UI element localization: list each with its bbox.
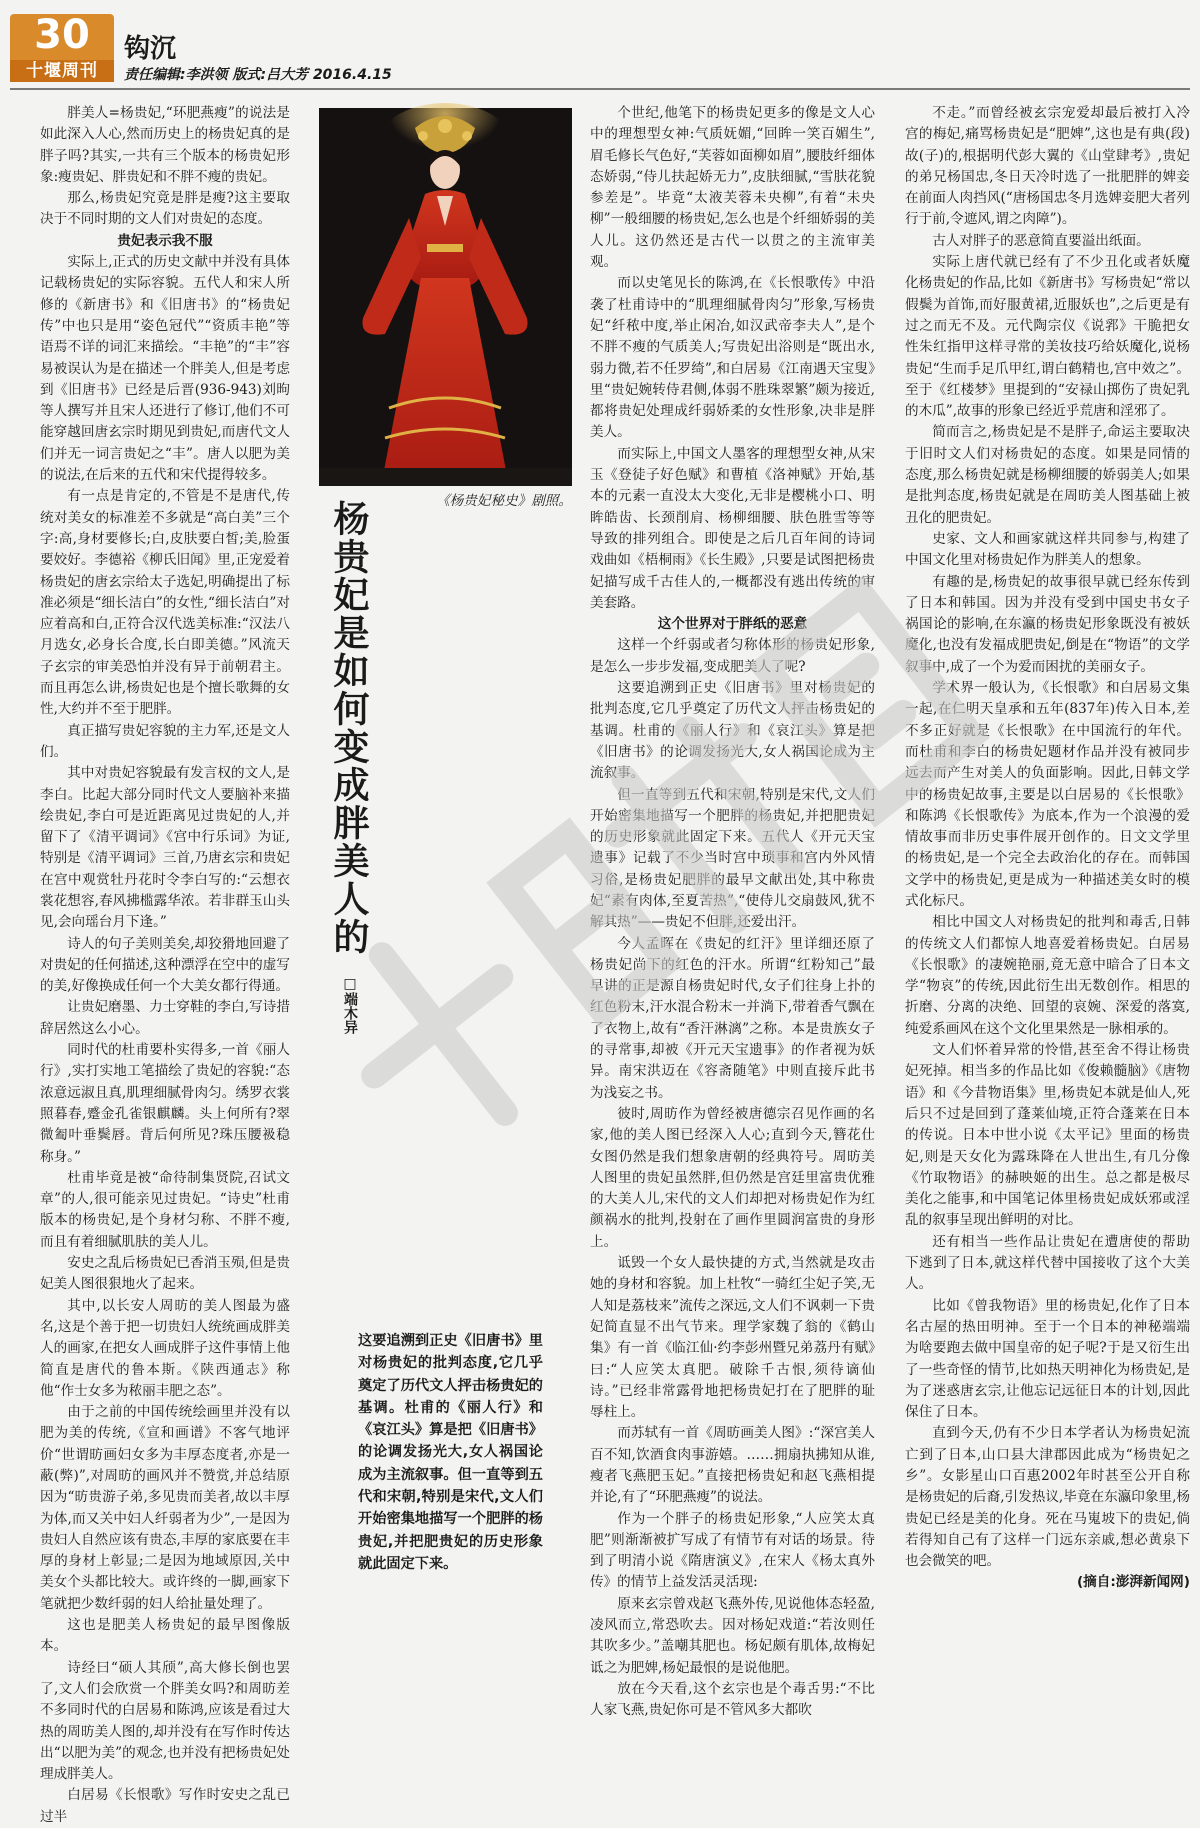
paragraph: 其中,以长安人周昉的美人图最为盛名,这是个善于把一切贵妇人统统画成胖美人的画家,在把女人画成胖子这件事情上他简直是唐代的鲁本斯。《陕西通志》称他“作士女多为秾丽丰肥之态”。 <box>40 1297 290 1399</box>
source-credit: (摘自:澎湃新闻网) <box>1076 1574 1190 1591</box>
paragraph: 让贵妃磨墨、力士穿鞋的李白,写诗措辞居然这么小心。 <box>40 999 290 1037</box>
editor-line: 责任编辑:李洪领 版式:吕大芳 2016.4.15 <box>124 67 392 83</box>
paragraph: 诗经曰“硕人其颀”,高大修长倒也罢了,文人们会欣赏一个胖美女吗?和周昉差不多同时代的白居易和陈鸿,应该是看过大热的周昉美人图的,却并没有在写作时传达出“以肥为美”的观念,也并没有把杨贵妃处理成胖美人。 <box>40 1659 290 1783</box>
paragraph: 这也是肥美人杨贵妃的最早图像版本。 <box>40 1617 290 1655</box>
paragraph: 古人对胖子的恶意简直要溢出纸面。 <box>932 232 1150 249</box>
paragraph: 史家、文人和画家就这样共同参与,构建了中国文化里对杨贵妃作为胖美人的想象。 <box>905 530 1190 569</box>
paragraph: 而实际上,中国文人墨客的理想型女神,从宋玉《登徒子好色赋》和曹植《洛神赋》开始,基本的元素一直没太大变化,无非是樱桃小口、明眸皓齿、长颈削肩、杨柳细腰、肤色胜雪等等导致的排列组合。即使是之后几百年间的诗词戏曲如《梧桐雨》《长生殿》,只要是试图把杨贵妃描写成千古佳人的,一概都没有逃出传统的审美套路。 <box>590 445 875 611</box>
paragraph: 有一点是肯定的,不管是不是唐代,传统对美女的标准差不多就是“高白美”三个字:高,身材要修长;白,皮肤要白皙;美,脸蛋要姣好。李德裕《柳氏旧闻》里,正宠爱着杨贵妃的唐玄宗给太子选妃,明确提出了标准必须是“细长洁白”的女性,“细长洁白”对应着高和白,正符合汉代选美标准:“汉法八月选女,必身长合度,长白即美德。”风流天子玄宗的审美恐怕并没有异于前朝君主。而且再怎么讲,杨贵妃也是个擅长歌舞的女性,大约并不至于肥胖。 <box>40 488 290 718</box>
paragraph: 比如《曾我物语》里的杨贵妃,化作了日本名古屋的热田明神。至于一个日本的神秘端端为啥要跑去做中国皇帝的妃子呢?于是又衍生出了一些奇怪的情节,比如热天明神化为杨贵妃,是为了迷惑唐玄宗,让他忘记远征日本的计划,因此保住了日本。 <box>905 1297 1190 1421</box>
paragraph: 简而言之,杨贵妃是不是胖子,命运主要取决于旧时文人们对杨贵妃的态度。如果是同情的态度,那么杨贵妃就是杨柳细腰的娇弱美人;如果是批判态度,杨贵妃就是在周昉美人图基础上被丑化的肥贵妃。 <box>905 424 1190 526</box>
paragraph: 其中对贵妃容貌最有发言权的文人,是李白。比起大部分同时代文人要脑补来描绘贵妃,李白可是近距离见过贵妃的人,并留下了《清平调词》《宫中行乐词》为证,特别是《清平调词》三首,乃唐玄宗和贵妃在宫中观赏牡丹花时令李白写的:“云想衣裳花想容,春风拂槛露华浓。若非群玉山头见,会向瑶台月下逢。” <box>40 765 290 931</box>
column-2 <box>590 103 875 1738</box>
column-3 <box>905 103 1190 1738</box>
article-headline: 杨贵妃是如何变成胖美人的 <box>328 500 370 956</box>
paragraph: 诗人的句子美则美矣,却狡猾地回避了对贵妃的任何描述,这种漂浮在空中的虚写的美,好像换成任何一个大美女都行得通。 <box>40 935 290 995</box>
page-header <box>0 0 1200 88</box>
paragraph: 由于之前的中国传统绘画里并没有以肥为美的传统,《宣和画谱》不客气地评价“世谓昉画妇女多为丰厚态度者,亦是一蔽(弊)”,对周昉的画风并不赞赏,并总结原因为“昉贵游子弟,多见贵而美者,故以丰厚为体,而又关中妇人纤弱者为少”,一是因为贵妇人自然应该有贵态,丰厚的家底要在丰厚的身材上彰显;二是因为地域原因,关中美女个头都比较大。或许终的一脚,画家下笔就把少数纤弱的妇人给扯量处理了。 <box>40 1404 290 1612</box>
paragraph: 彼时,周昉作为曾经被唐德宗召见作画的名家,他的美人图已经深入人心;直到今天,簪花仕女图仍然是我们想象唐朝的经典符号。周昉美人图里的贵妃虽然胖,但仍然是宫廷里富贵优雅的大美人儿,宋代的文人们却把对杨贵妃作为红颜祸水的批判,投射在了画作里圆润富贵的身形上。 <box>590 1105 875 1250</box>
paragraph: 胖美人=杨贵妃,“环肥燕瘦”的说法是如此深入人心,然而历史上的杨贵妃真的是胖子吗?其实,一共有三个版本的杨贵妃形象:瘦贵妃、胖贵妃和不胖不瘦的贵妃。 <box>40 105 290 185</box>
paragraph: 有趣的是,杨贵妃的故事很早就已经东传到了日本和韩国。因为并没有受到中国史书女子祸国论的影响,在东瀛的杨贵妃形象既没有被妖魔化,也没有发福成肥贵妃,倒是在“物语”的文学叙事中,成了一个为爱而困扰的美丽女子。 <box>905 573 1190 675</box>
woman-in-red-robe-image <box>319 108 572 486</box>
article-byline: □端木异 <box>342 976 358 1034</box>
paragraph: 安史之乱后杨贵妃已香消玉殒,但是贵妃美人图很狠地火了起来。 <box>40 1255 290 1293</box>
paragraph: 实际上唐代就已经有了不少丑化或者妖魔化杨贵妃的作品,比如《新唐书》写杨贵妃“常以假鬓为首饰,而好服黄裙,近服妖也”,之后更是有过之而无不及。元代陶宗仪《说郛》干脆把女性朱红指甲这样寻常的美妆技巧给妖魔化,说杨贵妃“生而手足爪甲红,谓白鹤精也,宫中效之”。至于《红楼梦》里提到的“安禄山掷伤了贵妃乳的木瓜”,故事的形象已经近乎荒唐和淫邪了。 <box>905 254 1190 420</box>
paragraph: 白居易《长恨歌》写作时安史之乱已过半 <box>40 1787 290 1825</box>
paragraph: 这样一个纤弱或者匀称体形的杨贵妃形象,是怎么一步步发福,变成肥美人了呢? <box>590 637 875 675</box>
paragraph: 真正描写贵妃容貌的主力军,还是文人们。 <box>40 722 290 760</box>
section-title: 钩沉 <box>124 34 177 64</box>
article-photo <box>319 108 572 486</box>
paragraph: 同时代的杜甫要朴实得多,一首《丽人行》,实打实地工笔描绘了贵妃的容貌:“态浓意远淑且真,肌理细腻骨肉匀。绣罗衣裳照暮春,蹙金孔雀银麒麟。头上何所有?翠微㔩叶垂鬓唇。背后何所见?珠压腰衱稳称身。” <box>40 1042 290 1165</box>
photo-caption: 《杨贵妃秘史》剧照。 <box>436 493 572 509</box>
column-1 <box>40 103 290 1825</box>
paragraph: 还有相当一些作品让贵妃在遭唐使的帮助下逃到了日本,就这样代替中国接收了这个大美人。 <box>905 1233 1190 1293</box>
paragraph: 个世纪,他笔下的杨贵妃更多的像是文人心中的理想型女神:气质妩媚,“回眸一笑百媚生”,眉毛修长气色好,“芙蓉如面柳如眉”,腰肢纤细体态娇弱,“侍儿扶起娇无力”,皮肤细腻,“雪肤花貌参差是”。毕竟“太液芙蓉未央柳”,有着“未央柳”一般细腰的杨贵妃,怎么也是个纤细娇弱的美人儿。这仍然还是古代一以贯之的主流审美观。 <box>590 105 875 271</box>
paragraph: 放在今天看,这个玄宗也是个毒舌男:“不比人家飞燕,贵妃你可是不管风多大都吹 <box>590 1680 875 1719</box>
paragraph: 相比中国文人对杨贵妃的批判和毒舌,日韩的传统文人们都惊人地喜爱着杨贵妃。白居易《长恨歌》的凄婉艳丽,竟无意中暗合了日本文学“物哀”的传统,因此衍生出无数创作。相思的折磨、分离的决绝、回望的哀婉、深爱的落寞,纯爱系画风在这个文化里果然是一脉相承的。 <box>905 914 1190 1037</box>
paragraph: 但一直等到五代和宋朝,特别是宋代,文人们开始密集地描写一个肥胖的杨贵妃,并把肥贵妃的历史形象就此固定下来。五代人《开元天宝遗事》记载了不少当时宫中琐事和宫内外风情习俗,是杨贵妃肥胖的最早文献出处,其中称贵妃“素有肉体,至夏苦热”,“使侍儿交扇鼓风,犹不解其热”——贵妃不但胖,还爱出汗。 <box>590 786 875 931</box>
paragraph: 不走。”而曾经被玄宗宠爱却最后被打入冷宫的梅妃,痛骂杨贵妃是“肥婢”,这也是有典(段)故(子)的,根据明代彭大翼的《山堂肆考》,贵妃的弟兄杨国忠,冬日天冷时选了一批肥胖的婢妾在前面人肉挡风(“唐杨国忠冬月选婢妾肥大者列行于前,令遮风,谓之肉障”)。 <box>905 105 1190 228</box>
paragraph: 学术界一般认为,《长恨歌》和白居易文集一起,在仁明天皇承和五年(837年)传入日本,差不多正好就是《长恨歌》在中国流行的年代。而杜甫和李白的杨贵妃题材作品并没有被同步远去而产生对美人的负面影响。因此,日韩文学中的杨贵妃故事,主要是以白居易的《长恨歌》和陈鸿《长恨歌传》为底本,作为一个浪漫的爱情故事而非历史事件展开创作的。日文文学里的杨贵妃,是一个完全去政治化的存在。而韩国文学中的杨贵妃,更是成为一种描述美女时的模式化标尺。 <box>905 680 1190 909</box>
paragraph: 诋毁一个女人最快捷的方式,当然就是攻击她的身材和容貌。加上杜牧“一骑红尘妃子笑,无人知是荔枝来”流传之深远,文人们不讽刺一下贵妃简直显不出气节来。理学家魏了翁的《鹤山集》有一首《临江仙·约李彭州暨兄弟荔丹有赋》曰:“人应笑太真肥。破除千古恨,须待谪仙诗。”已经非常露骨地把杨贵妃打在了肥胖的耻辱柱上。 <box>590 1255 875 1421</box>
paragraph: 今人孟晖在《贵妃的红汗》里详细还原了杨贵妃尚下的红色的汗水。所谓“红粉知己”最早讲的正是源自杨贵妃时代,女子们往身上扑的红色粉末,汗水混合粉末一并淌下,带着香气飘在了衣物上,故有“香汗淋漓”之称。本是贵族女子的寻常事,却被《开元天宝遗事》的作者视为妖异。南宋洪迈在《容斋随笔》中则直接斥此书为浅妄之书。 <box>590 935 875 1101</box>
paragraph: 杜甫毕竟是被“命待制集贤院,召试文章”的人,很可能亲见过贵妃。“诗史”杜甫版本的杨贵妃,是个身材匀称、不胖不瘦,而且有着细腻肌肤的美人儿。 <box>40 1169 290 1250</box>
paragraph: 文人们怀着异常的怜惜,甚至舍不得让杨贵妃死掉。相当多的作品比如《俊赖髓脑》《唐物语》和《今昔物语集》里,杨贵妃本就是仙人,死后只不过是回到了蓬莱仙境,正符合蓬莱在日本的传说。日本中世小说《太平记》里面的杨贵妃,则是天女化为露珠降在人世出生,有几分像《竹取物语》的赫映姬的出生。总之都是极尽美化之能事,和中国笔记体里杨贵妃成妖邪或淫乱的叙事呈现出鲜明的对比。 <box>905 1042 1190 1229</box>
pull-quote: 这要追溯到正史《旧唐书》里对杨贵妃的批判态度,它几乎奠定了历代文人抨击杨贵妃的基调。杜甫的《丽人行》和《哀江头》算是把《旧唐书》的论调发扬光大,女人祸国论成为主流叙事。但一直等到五代和宋朝,特别是宋代,文人们开始密集地描写一个肥胖的杨贵妃,并把肥贵妃的历史形象就此固定下来。 <box>358 1333 543 1572</box>
paragraph: 这要追溯到正史《旧唐书》里对杨贵妃的批判态度,它几乎奠定了历代文人抨击杨贵妃的基调。杜甫的《丽人行》和《哀江头》算是把《旧唐书》的论调发扬光大,女人祸国论成为主流叙事。 <box>590 680 875 782</box>
paragraph: 那么,杨贵妃究竟是胖是瘦?这主要取决于不同时期的文人们对贵妃的态度。 <box>40 190 290 228</box>
paragraph: 而以史笔见长的陈鸿,在《长恨歌传》中沿袭了杜甫诗中的“肌理细腻骨肉匀”形象,写杨贵妃“纤秾中度,举止闲冶,如汉武帝李夫人”,是个不胖不瘦的气质美人;写贵妃出浴则是“既出水,弱力微,若不任罗绮”,和白居易《江南遇天宝叟》里“贵妃婉转侍君侧,体弱不胜珠翠繁”颇为接近,都将贵妃处理成纤弱娇柔的女性形象,决非是胖美人。 <box>590 275 875 441</box>
subheading: 这个世界对于胖纸的恶意 <box>657 616 808 633</box>
subheading: 贵妃表示我不服 <box>117 232 213 249</box>
page-number-badge <box>10 14 114 82</box>
paragraph: 实际上,正式的历史文献中并没有具体记载杨贵妃的实际容貌。五代人和宋人所修的《新唐书》和《旧唐书》的“杨贵妃传”中也只是用“姿色冠代”“资质丰艳”等语焉不详的词汇来描绘。“丰艳”的“丰”容易被误认为是在描述一个胖美人,但是考虑到《旧唐书》已经是后晋(936-943)刘昫等人撰写并且宋人还进行了修订,他们不可能穿越回唐玄宗时期见到贵妃,而唐代文人们并无一词言贵妃之“丰”。唐人以肥为美的说法,在后来的五代和宋代提得较多。 <box>40 254 290 484</box>
header-rule <box>10 88 1190 90</box>
paragraph: 而苏轼有一首《周昉画美人图》:“深宫美人百不知,饮酒食肉事游嬉。……拥扇执拂知从谁,瘦者飞燕肥玉妃。”直接把杨贵妃和赵飞燕相提并论,有了“环肥燕瘦”的说法。 <box>590 1425 875 1506</box>
paragraph: 原来玄宗曾戏赵飞燕外传,见说他体态轻盈,凌风而立,常恐吹去。因对杨妃戏道:“若汝则任其吹多少。”盖嘲其肥也。杨妃颇有肌体,故梅妃诋之为肥婢,杨妃最恨的是说他肥。 <box>590 1595 875 1676</box>
page-number: 30 <box>34 12 90 58</box>
paper-name: 十堰周刊 <box>10 60 114 82</box>
paragraph: 作为一个胖子的杨贵妃形象,“人应笑太真肥”则渐渐被扩写成了有情节有对话的场景。待到了明清小说《隋唐演义》,在宋人《杨太真外传》的情节上益发活灵活现: <box>590 1510 875 1591</box>
paragraph: 直到今天,仍有不少日本学者认为杨贵妃流亡到了日本,山口县大津郡因此成为“杨贵妃之乡”。女影星山口百惠2002年时甚至公开自称是杨贵妃的后裔,引发热议,毕竟在东瀛印象里,杨贵妃已经是美的化身。死在马嵬坡下的贵妃,倘若得知自己有了这样一门远东亲戚,想必黄泉下也会微笑的吧。 <box>905 1425 1190 1570</box>
